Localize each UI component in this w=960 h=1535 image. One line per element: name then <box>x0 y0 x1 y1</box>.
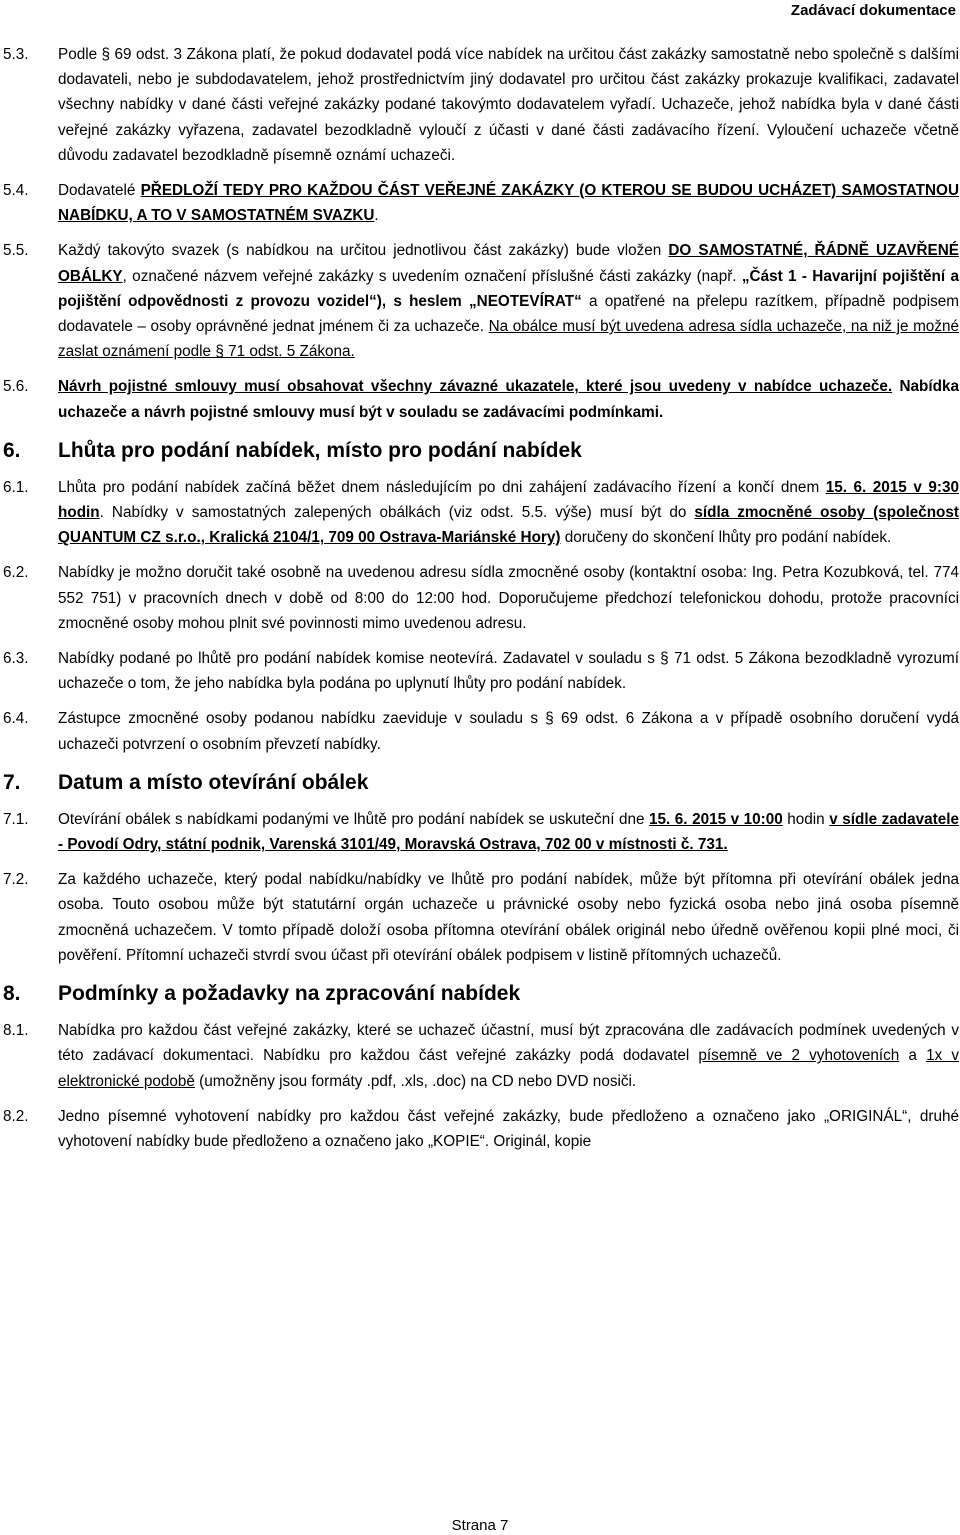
deadline-date: 15. 6. 2015 v 9:30 hodin <box>58 478 959 522</box>
text-run: hodin <box>782 810 830 828</box>
paragraph-6-1 <box>3 475 959 551</box>
paragraph-8-1 <box>3 1018 959 1094</box>
section-number: 6. <box>3 438 21 462</box>
text-run: a opatřené na přelepu razítkem, případně podpisem dodavatele – osoby oprávněné jednat jménem či za uchazeče. <box>58 292 959 336</box>
section-number: 7. <box>3 770 21 794</box>
text-run: Otevírání obálek s nabídkami podanými ve lhůtě pro podání nabídek se uskuteční dne <box>58 810 650 828</box>
paragraph-text: Nabídky je možno doručit také osobně na uvedenou adresu sídla zmocněné osoby (kontaktní osoba: Ing. Petra Kozubková, tel. 774 552 751) v pracovních dnech v době od 8:00 do 12:00 hod. Doporučujeme předchozí telefonickou dohodu, protože pracovníci zmocněné osoby mohou plnit své povinnosti mimo uvedenou adresu. <box>58 564 959 632</box>
text-run: . <box>374 207 379 225</box>
paragraph-5-3 <box>3 42 959 168</box>
underlined-text: Na obálce musí být uvedena adresa sídla uchazeče, na niž je možné zaslat oznámení podle § 71 odst. 5 Zákona. <box>58 318 959 361</box>
section-title: Podmínky a požadavky na zpracování nabídek <box>58 982 521 1006</box>
text-run: , označené názvem veřejné zakázky s uvedením označení příslušné části zakázky (např. <box>122 267 742 285</box>
section-title: Datum a místo otevírání obálek <box>58 770 369 794</box>
emphasis-text: DO SAMOSTATNÉ, ŘÁDNĚ UZAVŘENÉ OBÁLKY <box>58 242 959 285</box>
opening-location: v sídle zadavatele - Povodí Odry, státní podnik, Varenská 3101/49, Moravská Ostrava, 702 00 v místnosti č. 731. <box>58 810 959 854</box>
opening-date: 15. 6. 2015 v 10:00 <box>649 810 783 828</box>
paragraph-number: 6.3. <box>3 650 29 668</box>
text-run: a <box>899 1047 927 1065</box>
paragraph-number: 5.4. <box>3 182 29 200</box>
paragraph-number: 6.1. <box>3 478 29 496</box>
paragraph-5-6 <box>3 374 959 424</box>
submission-address: sídla zmocněné osoby (společnost QUANTUM CZ s.r.o., Kralická 2104/1, 709 00 Ostrava-Mariánské Hory) <box>58 504 959 547</box>
text-run: Nabídka pro každou část veřejné zakázky, které se uchazeč účastní, musí být zpracována dle zadávacích podmínek uvedených v této zadávací dokumentaci. Nabídku pro každou část veřejné zakázky podá dodavatel <box>58 1022 959 1065</box>
text-run: (umožněny jsou formáty .pdf, .xls, .doc) na CD nebo DVD nosiči. <box>194 1072 637 1090</box>
paragraph-number: 7.1. <box>3 810 29 828</box>
paragraph-number: 5.5. <box>3 242 29 260</box>
page-number: Strana 7 <box>451 1517 509 1534</box>
paragraph-5-5 <box>3 238 959 364</box>
document-body <box>3 42 959 1154</box>
paragraph-number: 5.6. <box>3 378 29 396</box>
text-run: Každý takovýto svazek (s nabídkou na určitou jednotlivou část zakázky) bude vložen <box>58 242 669 260</box>
paragraph-7-1 <box>3 807 959 857</box>
section-heading-6 <box>3 437 959 465</box>
paragraph-5-4 <box>3 178 959 228</box>
paragraph-number: 6.4. <box>3 710 29 728</box>
emphasis-text: PŘEDLOŽÍ TEDY PRO KAŽDOU ČÁST VEŘEJNÉ ZAKÁZKY (O KTEROU SE BUDOU UCHÁZET) SAMOSTATNOU NABÍDKU, A TO V SAMOSTATNÉM SVAZKU <box>58 182 959 225</box>
text-run: . Nabídky v samostatných zalepených obálkách (viz odst. 5.5. výše) musí být do <box>99 504 695 522</box>
underlined-text: písemně ve 2 vyhotoveních <box>698 1047 900 1065</box>
paragraph-number: 5.3. <box>3 46 29 63</box>
paragraph-text: Jedno písemné vyhotovení nabídky pro každou část veřejné zakázky, bude předloženo a označeno jako „ORIGINÁL“, druhé vyhotovení nabídky bude předloženo a označeno jako „KOPIE“. Originál, kopie <box>58 1107 959 1150</box>
paragraph-6-3 <box>3 646 959 696</box>
paragraph-6-4 <box>3 706 959 756</box>
text-run: Dodavatelé <box>58 182 141 200</box>
paragraph-number: 8.2. <box>3 1107 29 1125</box>
paragraph-text: Podle § 69 odst. 3 Zákona platí, že pokud dodavatel podá více nabídek na určitou část zakázky samostatně nebo společně s dalšími dodavateli, nebo je subdodavatelem, jehož prostřednictvím jiný dodavatel pro určitou část zakázky prokazuje kvalifikaci, zadavatel všechny nabídky v dané části veřejné zakázky podané takovýmto dodavatelem vyřadí. Uchazeče, jehož nabídka byla v dané části veřejné zakázky vyřazena, zadavatel bezodkladně vyloučí z účasti v dané části zadávacího řízení. Vyloučení uchazeče včetně důvodu zadavatel bezodkladně písemně oznámí uchazeči. <box>58 46 959 164</box>
paragraph-text: Za každého uchazeče, který podal nabídku/nabídky ve lhůtě pro podání nabídek, může být přítomna při otevírání obálek jedna osoba. Touto osobou může být statutární orgán uchazeče u právnické osoby nebo fyzická osoba nebo jiná osoba písemně zmocněná uchazečem. V tomto případě doloží osoba přítomna otevírání obálek originál nebo úředně ověřenou kopii plné moci, či pověření. Přítomní uchazeči stvrdí svou účast při otevírání obálek podpisem v listině přítomných uchazečů. <box>58 871 959 964</box>
bold-text: Nabídka uchazeče a návrh pojistné smlouvy musí být v souladu se zadávacími podmínkami. <box>58 378 959 421</box>
section-heading-7 <box>3 769 959 797</box>
text-run: Lhůta pro podání nabídek začíná běžet dnem následujícím po dni zahájení zadávacího řízení a končí dnem <box>58 478 826 496</box>
paragraph-number: 6.2. <box>3 564 29 582</box>
bold-text: „Část 1 - Havarijní pojištění a pojištění odpovědnosti z provozu vozidel“), s heslem „NEOTEVÍRAT“ <box>58 267 960 310</box>
paragraph-text: Zástupce zmocněné osoby podanou nabídku zaeviduje v souladu s § 69 odst. 6 Zákona a v případě osobního doručení vydá uchazeči potvrzení o osobním převzetí nabídky. <box>58 710 959 753</box>
text-run: doručeny do skončení lhůty pro podání nabídek. <box>560 529 892 547</box>
emphasis-text: Návrh pojistné smlouvy musí obsahovat všechny závazné ukazatele, které jsou uvedeny v nabídce uchazeče. <box>58 378 893 396</box>
paragraph-text: Nabídky podané po lhůtě pro podání nabídek komise neotevírá. Zadavatel v souladu s § 71 odst. 5 Zákona bezodkladně vyrozumí uchazeče o tom, že jeho nabídka byla podána po uplynutí lhůty pro podání nabídek. <box>58 650 959 693</box>
section-number: 8. <box>3 982 21 1006</box>
paragraph-7-2 <box>3 867 959 968</box>
section-heading-8 <box>3 980 959 1008</box>
document-header: Zadávací dokumentace <box>790 2 956 19</box>
underlined-text: 1x v elektronické podobě <box>58 1047 960 1090</box>
paragraph-number: 7.2. <box>3 871 29 889</box>
paragraph-number: 8.1. <box>3 1022 29 1040</box>
paragraph-8-2 <box>3 1104 959 1154</box>
section-title: Lhůta pro podání nabídek, místo pro podání nabídek <box>58 438 582 462</box>
paragraph-6-2 <box>3 560 959 636</box>
